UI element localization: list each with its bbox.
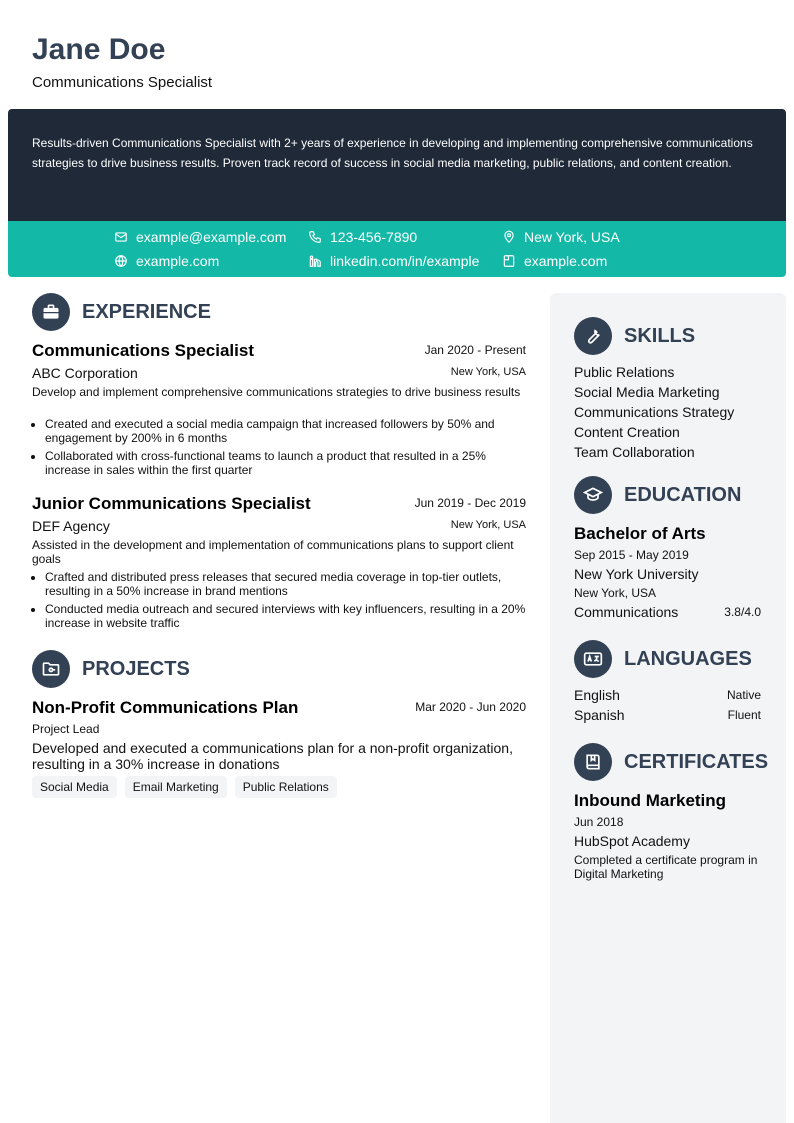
project-tags	[32, 776, 345, 798]
projects-heading	[32, 650, 190, 688]
mail-icon	[114, 230, 128, 244]
linkedin-icon	[308, 254, 322, 268]
languages-title: LANGUAGES	[624, 647, 752, 670]
education-degree: Bachelor of Arts	[574, 524, 706, 543]
wrench-icon	[574, 317, 612, 355]
project-dates: Mar 2020 - Jun 2020	[415, 700, 526, 714]
language-name: English	[574, 687, 620, 703]
website-text: example.com	[136, 253, 220, 269]
job-title: Communications Specialist	[32, 341, 254, 360]
job-dates: Jun 2019 - Dec 2019	[414, 496, 526, 510]
project-role: Project Lead	[32, 722, 100, 736]
project-description: Developed and executed a communications plan for a non-profit organization, resulting in a 30% increase in donations	[32, 740, 513, 772]
skill-item: Communications Strategy	[574, 404, 735, 420]
list-item: • Conducted media outreach and secured interviews with key influencers, resulting in a 20% increase in website traffic	[45, 602, 526, 630]
contact-phone[interactable]	[308, 227, 417, 247]
email-text: example@example.com	[136, 229, 287, 245]
resume-header	[32, 32, 212, 91]
education-field: Communications	[574, 604, 679, 620]
job-company: ABC Corporation	[32, 365, 138, 381]
summary-panel	[8, 109, 786, 221]
experience-title: EXPERIENCE	[82, 300, 211, 323]
skills-heading	[574, 317, 695, 355]
tag: Social Media	[32, 776, 117, 798]
job-company: DEF Agency	[32, 518, 110, 534]
contact-portfolio[interactable]	[502, 251, 607, 271]
globe-icon	[114, 254, 128, 268]
job-dates: Jan 2020 - Present	[424, 343, 526, 357]
contact-bar	[8, 221, 786, 277]
location-text: New York, USA	[524, 229, 620, 245]
job-bullets	[32, 570, 526, 634]
map-pin-icon	[502, 230, 516, 244]
skills-list	[574, 362, 734, 462]
language-name: Spanish	[574, 707, 625, 723]
job-location: New York, USA	[450, 366, 526, 378]
education-school: New York University	[574, 566, 699, 582]
job-bullets	[32, 417, 526, 481]
job-location: New York, USA	[450, 519, 526, 531]
contact-location	[502, 227, 620, 247]
certificate-title: Inbound Marketing	[574, 791, 727, 810]
experience-heading	[32, 293, 211, 331]
translate-icon	[574, 640, 612, 678]
job-description: Assisted in the development and implementation of communications plans to support client goals	[32, 538, 514, 566]
linkedin-text: linkedin.com/in/example	[330, 253, 480, 269]
education-heading	[574, 476, 741, 514]
list-item: • Collaborated with cross-functional teams to launch a product that resulted in a 25% increase in sales within the first quarter	[45, 449, 526, 477]
education-dates: Sep 2015 - May 2019	[574, 548, 689, 562]
projects-title: PROJECTS	[82, 657, 190, 680]
education-title: EDUCATION	[624, 483, 742, 506]
tag: Public Relations	[235, 776, 337, 798]
tag: Email Marketing	[125, 776, 227, 798]
languages-heading	[574, 640, 752, 678]
contact-linkedin[interactable]	[308, 251, 479, 271]
folder-icon	[32, 650, 70, 688]
summary-text: Results-driven Communications Specialist with 2+ years of experience in developing and implementing comprehensive communications strategies to drive business results. Proven track record of success in social media marketing, public relations, and content creation.	[32, 136, 753, 170]
project-title: Non-Profit Communications Plan	[32, 698, 299, 717]
skill-item: Content Creation	[574, 424, 680, 440]
certificate-description: Completed a certificate program in Digital Marketing	[574, 853, 758, 881]
skill-item: Team Collaboration	[574, 444, 695, 460]
skill-item: Social Media Marketing	[574, 384, 720, 400]
portfolio-icon	[502, 254, 516, 268]
list-item: • Crafted and distributed press releases that secured media coverage in top-tier outlets, resulting in a 50% increase in brand mentions	[45, 570, 526, 598]
phone-icon	[308, 230, 322, 244]
language-level: Native	[726, 688, 761, 702]
certificate-date: Jun 2018	[574, 815, 624, 829]
skills-title: SKILLS	[624, 324, 696, 347]
portfolio-text: example.com	[524, 253, 608, 269]
education-gpa: 3.8/4.0	[724, 605, 761, 619]
graduation-cap-icon	[574, 476, 612, 514]
skill-item: Public Relations	[574, 364, 675, 380]
certificates-title: CERTIFICATES	[624, 750, 769, 773]
contact-website[interactable]	[114, 251, 219, 271]
list-item: • Created and executed a social media campaign that increased followers by 50% and engagement by 200% in 6 months	[45, 417, 526, 445]
certificate-book-icon	[574, 743, 612, 781]
contact-email[interactable]	[114, 227, 286, 247]
phone-text: 123-456-7890	[330, 229, 418, 245]
certificate-issuer: HubSpot Academy	[574, 833, 690, 849]
education-location: New York, USA	[574, 586, 657, 600]
language-level: Fluent	[727, 708, 761, 722]
person-title: Communications Specialist	[32, 74, 213, 91]
certificates-heading	[574, 743, 768, 781]
job-description: Develop and implement comprehensive communications strategies to drive business results	[32, 385, 521, 399]
job-title: Junior Communications Specialist	[32, 494, 311, 513]
briefcase-icon	[32, 293, 70, 331]
person-name: Jane Doe	[32, 33, 166, 66]
